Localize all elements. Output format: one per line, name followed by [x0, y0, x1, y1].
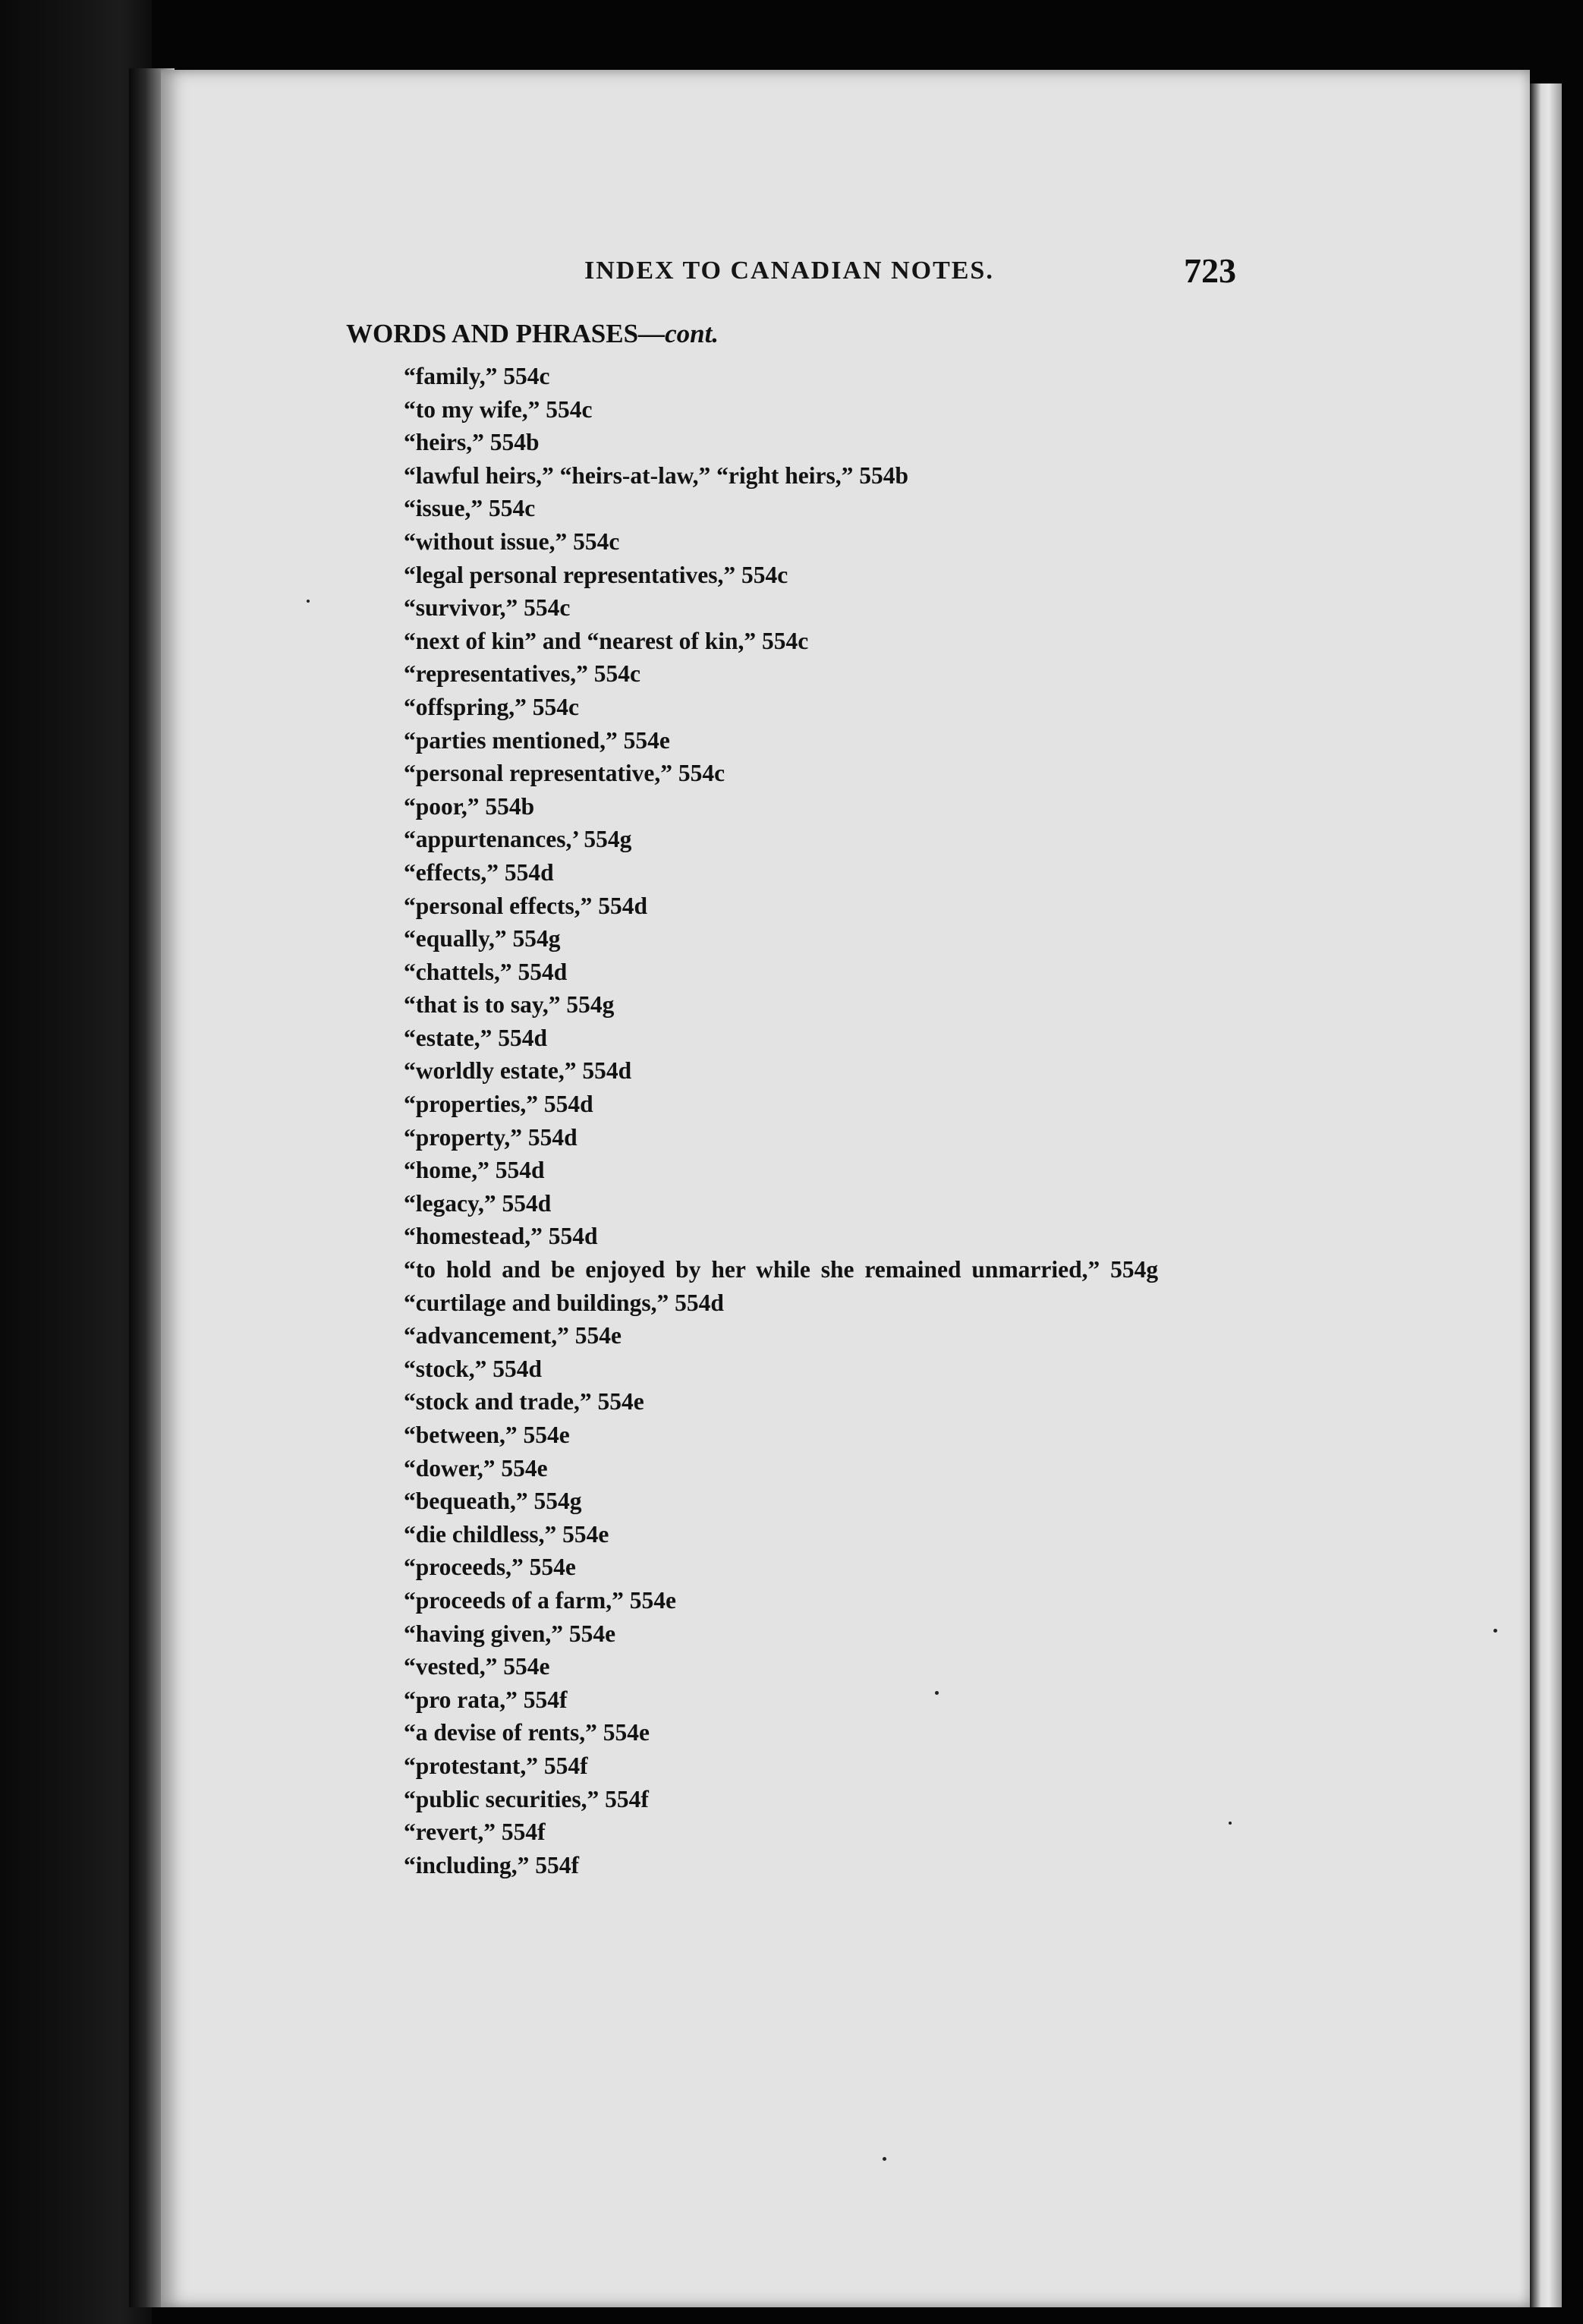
- right-scan-border: [1562, 0, 1583, 2324]
- index-entry: “that is to say,” 554g: [404, 991, 615, 1019]
- index-entry: “advancement,” 554e: [404, 1322, 622, 1349]
- index-entry: “chattels,” 554d: [404, 958, 568, 985]
- section-heading: [346, 319, 719, 349]
- scan-speck: [935, 1691, 939, 1695]
- right-page-edge: [1530, 83, 1562, 2307]
- index-entry: “issue,” 554c: [404, 495, 536, 522]
- scan-speck: [1229, 1822, 1232, 1825]
- running-title: INDEX TO CANADIAN NOTES.: [584, 257, 994, 285]
- scan-speck: [883, 2157, 886, 2161]
- index-entry: “proceeds,” 554e: [404, 1554, 576, 1581]
- index-entry: “legal personal representatives,” 554c: [404, 561, 788, 588]
- index-entry: “representatives,” 554c: [404, 660, 641, 688]
- index-entry: “public securities,” 554f: [404, 1785, 649, 1812]
- index-entry: “to my wife,” 554c: [404, 395, 593, 423]
- index-entry: “family,” 554c: [404, 363, 550, 389]
- index-entry: “property,” 554d: [404, 1123, 577, 1151]
- index-entry: “between,” 554e: [404, 1422, 570, 1448]
- index-entry: “effects,” 554d: [404, 858, 554, 886]
- index-entry: “bequeath,” 554g: [404, 1488, 582, 1515]
- heading-text: WORDS AND PHRASES: [346, 319, 639, 348]
- scan-speck: [1493, 1629, 1497, 1633]
- index-entry: “appurtenances,’ 554g: [404, 826, 632, 853]
- index-entry: “having given,” 554e: [404, 1620, 616, 1647]
- index-entry: “pro rata,” 554f: [404, 1686, 568, 1713]
- index-entry: “next of kin” and “nearest of kin,” 554c: [404, 627, 809, 654]
- page-number: 723: [1184, 251, 1236, 290]
- index-entry: “offspring,” 554c: [404, 693, 579, 720]
- index-entry: “vested,” 554e: [404, 1653, 550, 1680]
- index-entry: “home,” 554d: [404, 1157, 545, 1184]
- index-entries-list: [404, 360, 1284, 1882]
- index-entry: “proceeds of a farm,” 554e: [404, 1586, 676, 1614]
- index-entry: “stock,” 554d: [404, 1355, 543, 1382]
- index-entry: “homestead,” 554d: [404, 1223, 598, 1250]
- index-entry: “poor,” 554b: [404, 792, 535, 820]
- index-entry: “personal representative,” 554c: [404, 760, 725, 787]
- index-entry: “including,” 554f: [404, 1851, 580, 1878]
- index-entry: “equally,” 554g: [404, 925, 561, 953]
- index-entry: “lawful heirs,” “heirs-at-law,” “right heirs,” 554b: [404, 461, 908, 489]
- index-entry: “stock and trade,” 554e: [404, 1388, 644, 1415]
- index-entry: “curtilage and buildings,” 554d: [404, 1289, 724, 1316]
- index-entry: “properties,” 554d: [404, 1091, 593, 1118]
- index-entry: “worldly estate,” 554d: [404, 1057, 632, 1085]
- index-entry: “personal effects,” 554d: [404, 892, 648, 919]
- scan-speck: [307, 600, 310, 603]
- index-entry: “estate,” 554d: [404, 1024, 547, 1051]
- index-entry: “a devise of rents,” 554e: [404, 1719, 650, 1746]
- index-entry: “protestant,” 554f: [404, 1752, 588, 1779]
- index-entry: “without issue,” 554c: [404, 527, 620, 555]
- index-entry: “parties mentioned,” 554e: [404, 726, 670, 754]
- index-entry: “dower,” 554e: [404, 1454, 548, 1482]
- index-entry: “survivor,” 554c: [404, 594, 571, 622]
- index-entry: “revert,” 554f: [404, 1819, 546, 1846]
- index-entry: “heirs,” 554b: [404, 429, 540, 456]
- index-entry-wrapped: “to hold and be enjoyed by her while she remained unmarried,” 554g: [404, 1256, 1159, 1283]
- heading-continued: —cont.: [638, 319, 719, 348]
- index-entry: “die childless,” 554e: [404, 1520, 609, 1548]
- index-entry: “legacy,” 554d: [404, 1189, 552, 1217]
